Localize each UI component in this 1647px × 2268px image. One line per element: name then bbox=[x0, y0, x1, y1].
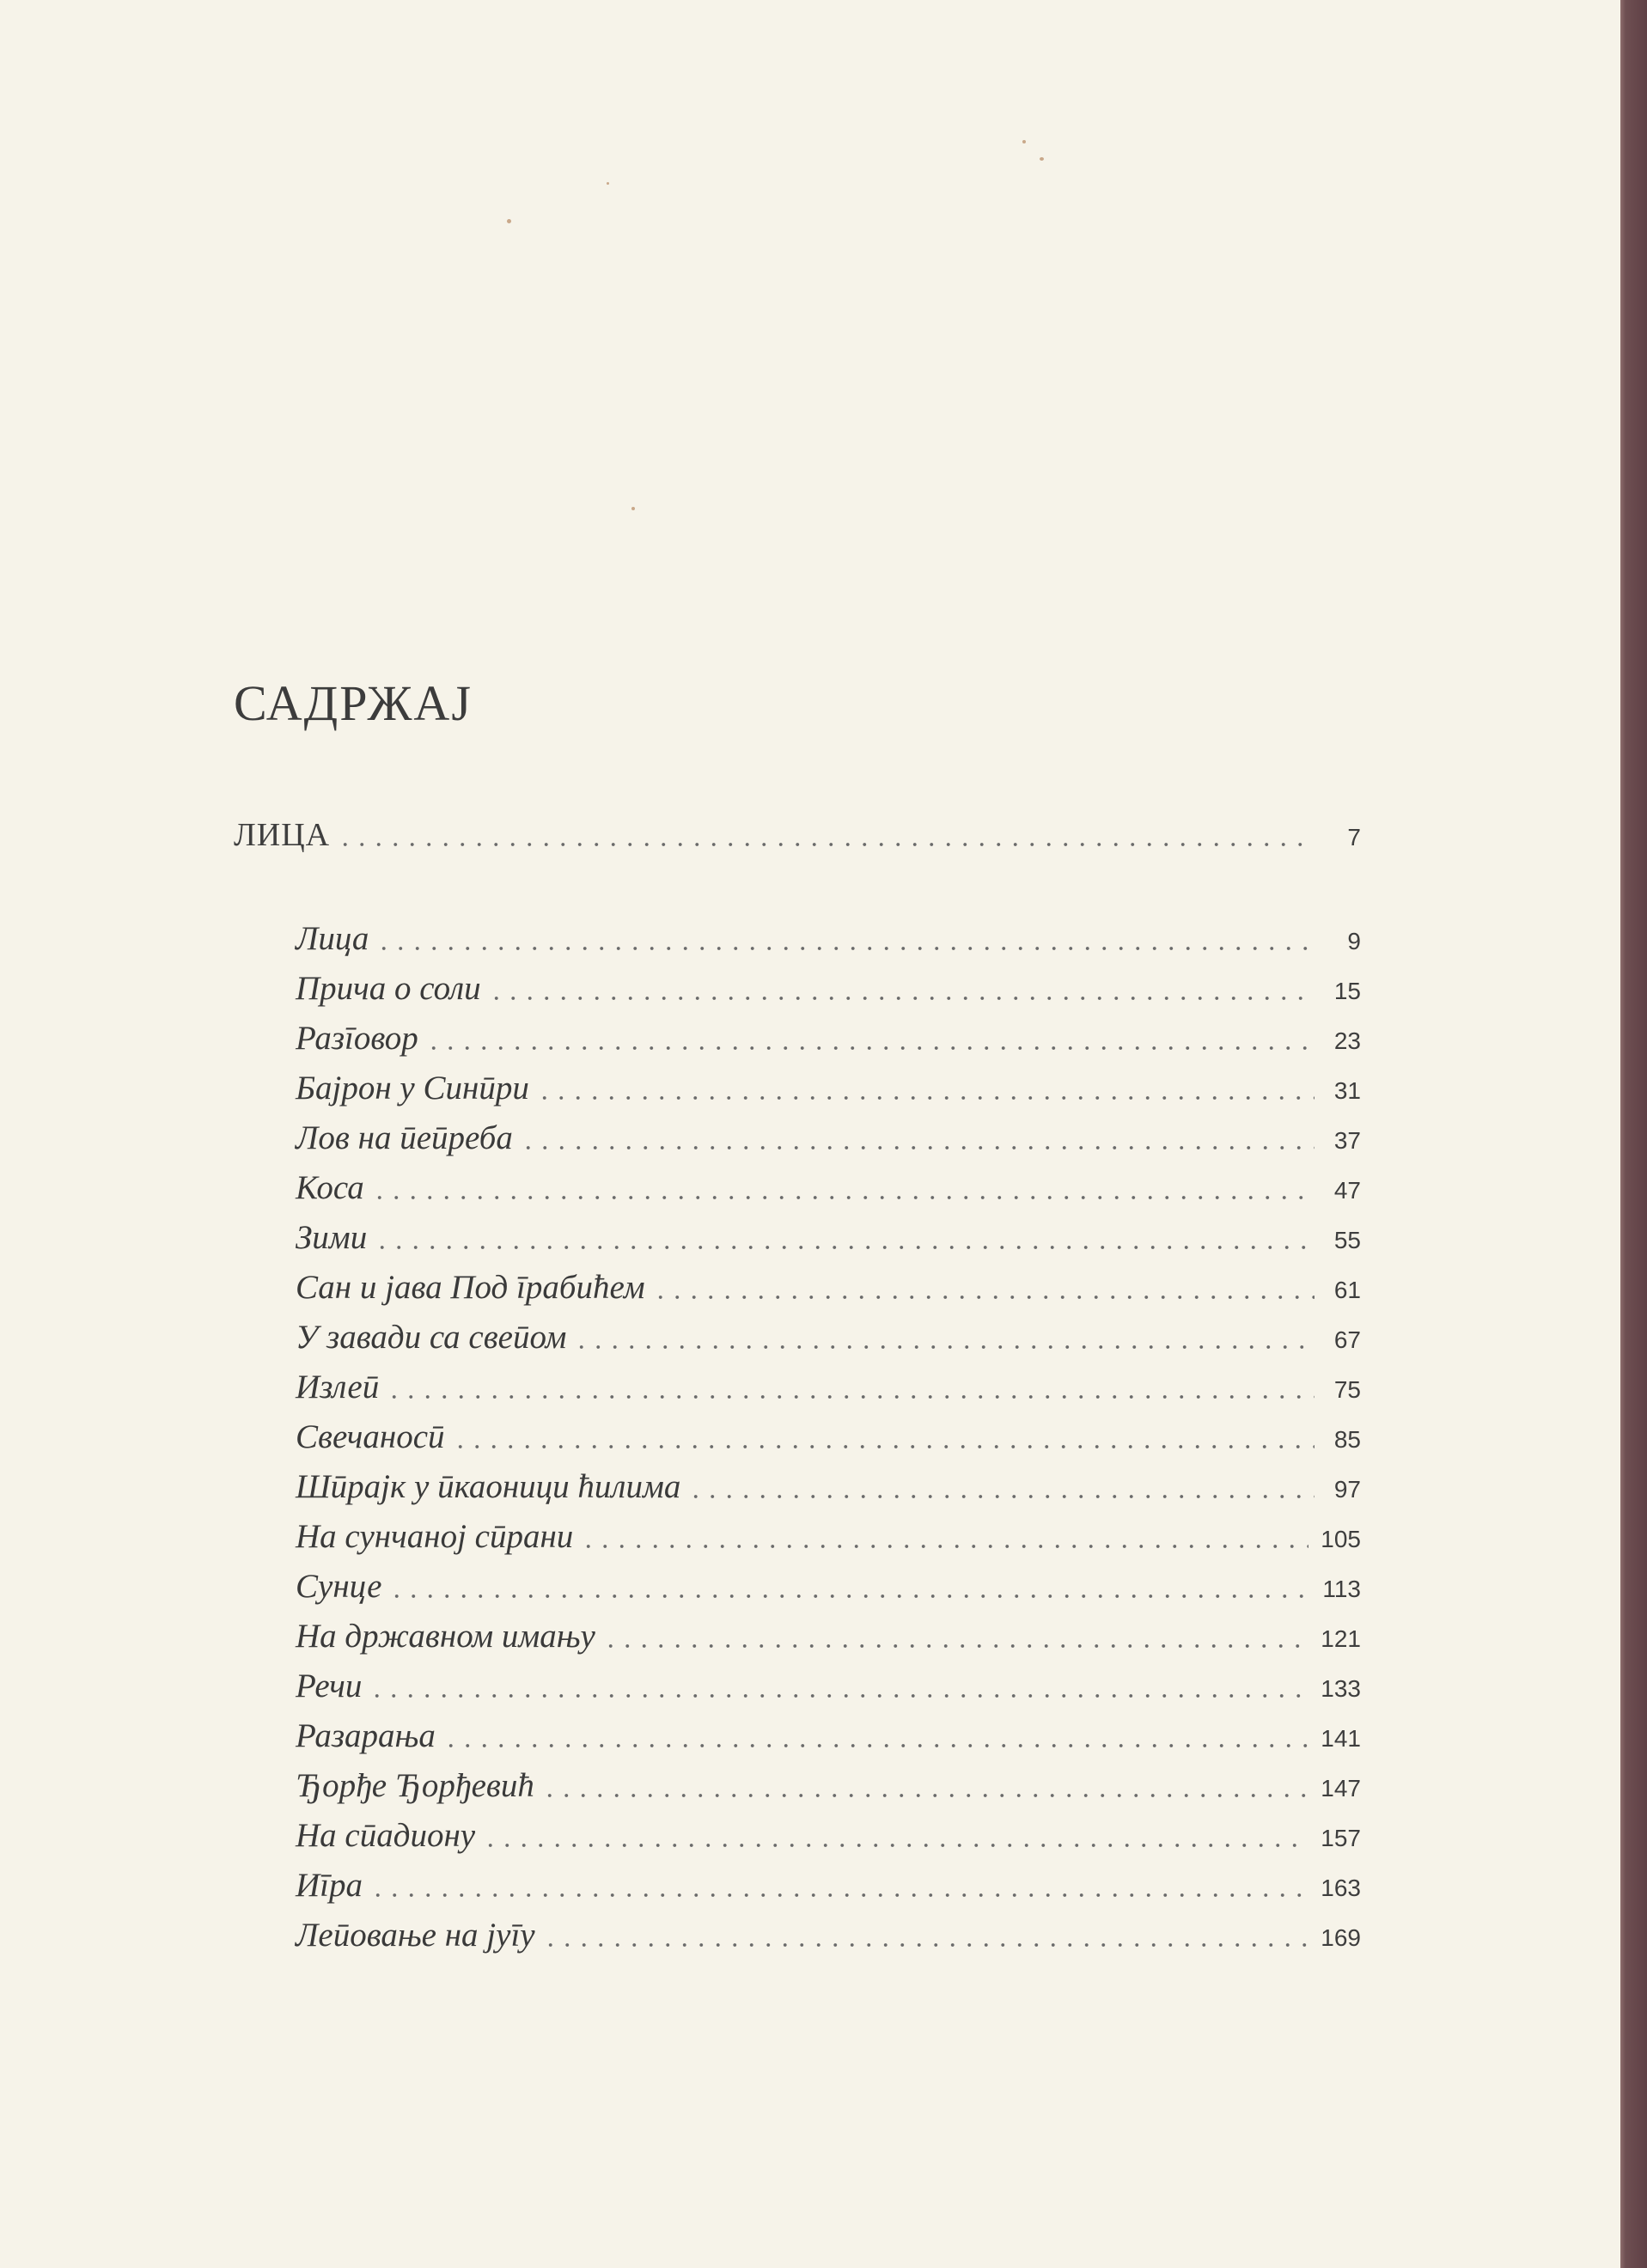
toc-entry-title: Иīра bbox=[296, 1867, 363, 1904]
toc-entry-page: 75 bbox=[1333, 1376, 1361, 1403]
toc-entry bbox=[296, 1268, 1361, 1307]
toc-entry-page: 163 bbox=[1321, 1875, 1361, 1901]
toc-entry-title: Ђорђе Ђорђевић bbox=[296, 1767, 534, 1804]
toc-entry-title: Разīовор bbox=[296, 1020, 418, 1057]
toc-entry bbox=[296, 1119, 1361, 1157]
toc-entry-title: Леūовање на јуīу bbox=[296, 1917, 535, 1954]
dot-leader bbox=[425, 1046, 1315, 1050]
toc-entry-title: Бајрон у Синūри bbox=[296, 1070, 529, 1107]
toc-section-title: ЛИЦА bbox=[234, 817, 331, 853]
dot-leader bbox=[386, 1395, 1315, 1399]
dot-leader bbox=[375, 947, 1315, 950]
dot-leader bbox=[369, 1694, 1308, 1698]
dot-leader bbox=[580, 1545, 1308, 1548]
toc-entry-title: На државном имању bbox=[296, 1618, 595, 1655]
toc-entry-title: Сунце bbox=[296, 1568, 382, 1605]
dot-leader bbox=[602, 1644, 1308, 1648]
toc-entry bbox=[296, 1916, 1361, 1954]
page-title: САДРЖАЈ bbox=[234, 675, 473, 731]
toc-entry-page: 121 bbox=[1321, 1625, 1361, 1652]
toc-entry-page: 147 bbox=[1321, 1775, 1361, 1802]
toc-entry-page: 97 bbox=[1333, 1476, 1361, 1503]
toc-entry bbox=[296, 1368, 1361, 1406]
paper-speck bbox=[507, 219, 511, 223]
dot-leader bbox=[442, 1744, 1308, 1747]
dot-leader bbox=[652, 1296, 1315, 1299]
toc-entry-page: 55 bbox=[1333, 1227, 1361, 1253]
dot-leader bbox=[374, 1246, 1315, 1249]
toc-entry-title: У завади са свеūом bbox=[296, 1319, 567, 1356]
toc-entry-page: 85 bbox=[1333, 1426, 1361, 1453]
dot-leader bbox=[388, 1594, 1310, 1598]
toc-entry-title: Зими bbox=[296, 1219, 368, 1256]
toc-entry-title: Сан и јава Под īрабићем bbox=[296, 1269, 645, 1306]
toc-section-row bbox=[234, 816, 1361, 854]
toc-entry bbox=[296, 1567, 1361, 1606]
toc-entry-page: 47 bbox=[1333, 1177, 1361, 1204]
toc-entry-page: 15 bbox=[1333, 978, 1361, 1004]
toc-entry bbox=[296, 969, 1361, 1008]
toc-entry bbox=[296, 1168, 1361, 1207]
toc-entry-title: Разарања bbox=[296, 1717, 436, 1754]
toc-entry-title: Прича о соли bbox=[296, 970, 481, 1007]
paper-speck bbox=[631, 507, 635, 510]
toc-entry-page: 67 bbox=[1333, 1326, 1361, 1353]
dot-leader bbox=[687, 1495, 1315, 1498]
toc-entry-title: Излеū bbox=[296, 1369, 380, 1405]
dot-leader bbox=[488, 997, 1315, 1000]
toc-entry bbox=[296, 1617, 1361, 1655]
dot-leader bbox=[369, 1893, 1308, 1897]
dot-leader bbox=[573, 1345, 1315, 1349]
toc-entry bbox=[296, 1467, 1361, 1506]
toc-entry bbox=[296, 919, 1361, 958]
toc-entry bbox=[296, 1069, 1361, 1107]
toc-entry-page: 9 bbox=[1347, 928, 1361, 954]
dot-leader bbox=[337, 843, 1315, 846]
toc-entry bbox=[296, 1218, 1361, 1257]
toc-entry bbox=[296, 1716, 1361, 1755]
paper-speck bbox=[1040, 157, 1044, 161]
toc-entry-title: Лов на ūеūреба bbox=[296, 1119, 513, 1156]
toc-entry bbox=[296, 1766, 1361, 1805]
toc-entry-title: Речи bbox=[296, 1667, 363, 1704]
toc-entry bbox=[296, 1418, 1361, 1456]
dot-leader bbox=[542, 1943, 1309, 1947]
toc-entry-page: 23 bbox=[1333, 1027, 1361, 1054]
dot-leader bbox=[482, 1844, 1308, 1847]
toc-entry-title: Шūрајк у ūкаоници ћилима bbox=[296, 1468, 681, 1505]
toc-entry-page: 105 bbox=[1321, 1526, 1361, 1552]
toc-entry bbox=[296, 1667, 1361, 1705]
toc-entry-title: Лица bbox=[296, 920, 369, 957]
toc-entry-title: На сунчаној сūрани bbox=[296, 1518, 574, 1555]
toc-section-page: 7 bbox=[1347, 824, 1361, 850]
toc-entry-page: 61 bbox=[1333, 1277, 1361, 1303]
toc-entry-title: Свечаносū bbox=[296, 1418, 445, 1455]
book-cover-edge bbox=[1620, 0, 1647, 2268]
dot-leader bbox=[371, 1196, 1315, 1199]
toc-entry-page: 31 bbox=[1333, 1077, 1361, 1104]
toc-entry-page: 157 bbox=[1321, 1825, 1361, 1851]
toc-entry bbox=[296, 1019, 1361, 1058]
dot-leader bbox=[536, 1096, 1315, 1100]
dot-leader bbox=[541, 1794, 1308, 1797]
toc-entry-page: 113 bbox=[1322, 1576, 1361, 1602]
toc-entry-page: 133 bbox=[1321, 1675, 1361, 1702]
dot-leader bbox=[452, 1445, 1315, 1448]
toc-entry-page: 141 bbox=[1321, 1725, 1361, 1752]
toc-entry bbox=[296, 1866, 1361, 1905]
toc-entry-title: На сūадиону bbox=[296, 1817, 476, 1854]
paper-speck bbox=[1022, 140, 1026, 143]
toc-entry bbox=[296, 1318, 1361, 1357]
toc-entry-title: Коса bbox=[296, 1169, 364, 1206]
toc-entry bbox=[296, 1816, 1361, 1855]
toc-entry-page: 169 bbox=[1321, 1924, 1361, 1951]
paper-speck bbox=[607, 182, 609, 185]
dot-leader bbox=[520, 1146, 1315, 1149]
toc-entry bbox=[296, 1517, 1361, 1556]
toc-entry-page: 37 bbox=[1333, 1127, 1361, 1154]
